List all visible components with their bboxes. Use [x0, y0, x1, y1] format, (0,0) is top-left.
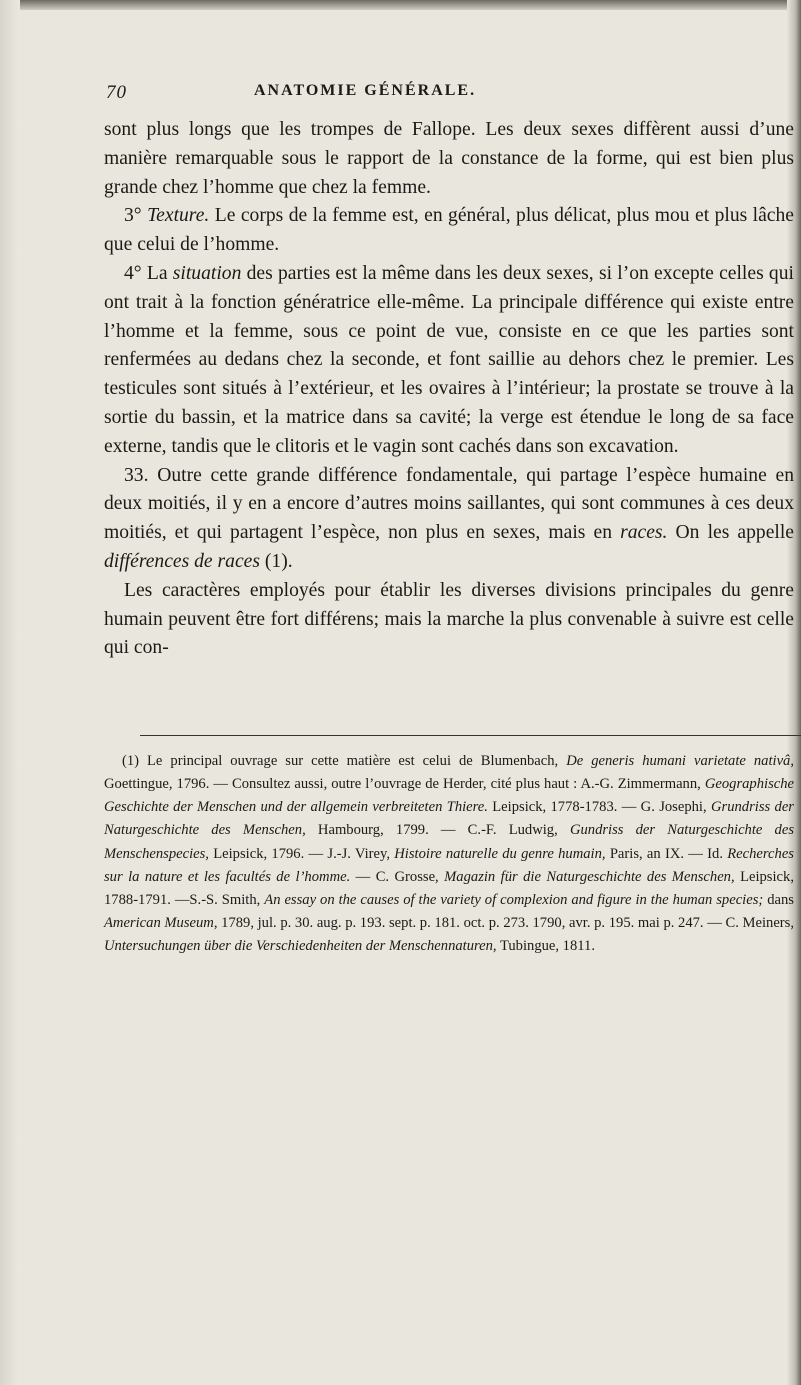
footnote: (1) Le principal ouvrage sur cette matière est celui de Blumenbach, De generis humani varietate nativâ, Goettingue, 1796. — Consultez aussi, outre l’ouvrage de Herder, cité plus haut : A.-G. Zimmermann, Geographische Geschichte der Menschen und der allgemein verbreiteten Thiere. Leipsick, 1778-1783. — G. Josephi, Grundriss der Naturgeschichte des Menschen, Hambourg, 1799. — C.-F. Ludwig, Gundriss der Naturgeschichte des Menschenspecies, Leipsick, 1796. — J.-J. Virey, Histoire naturelle du genre humain, Paris, an IX. — Id. Recherches sur la nature et les facultés de l’homme. — C. Grosse, Magazin für die Naturgeschichte des Menschen, Leipsick, 1788-1791. —S.-S. Smith, An essay on the causes of the variety of complexion and figure in the human species; dans American Museum, 1789, jul. p. 30. aug. p. 193. sept. p. 181. oct. p. 273. 1790, avr. p. 195. mai p. 247. — C. Meiners, Untersuchungen über die Verschiedenheiten der Menschennaturen, Tubingue, 1811. — [104, 753, 795, 954]
page-top-edge — [0, 0, 801, 10]
running-head — [104, 82, 794, 116]
footnote-reference[interactable]: (1). — [264, 550, 293, 572]
footnote-divider — [140, 735, 801, 736]
page-left-edge — [0, 0, 20, 1385]
book-page — [104, 82, 794, 958]
paragraph: sont plus longs que les trompes de Fallope. Les deux sexes diffèrent aussi d’une manière remarquable sous le rapport de la constance de la forme, qui est bien plus grande chez l’homme que chez la femme. — [104, 119, 794, 198]
running-title: ANATOMIE GÉNÉRALE. — [254, 82, 477, 99]
term-differences-de-races: différences de races — [104, 550, 260, 572]
page-number: 70 — [106, 82, 127, 103]
term-texture: Texture. — [147, 205, 210, 227]
paragraph-texture: 3° Texture. Le corps de la femme est, en général, plus délicat, plus mou et plus lâche que celui de l’homme. — [104, 205, 794, 256]
main-text — [104, 116, 794, 663]
paragraph-33: 33. Outre cette grande différence fondamentale, qui partage l’espèce humaine en deux moitiés, il y en a encore d’autres moins saillantes, qui sont communes à ces deux moitiés, et qui partagent l’espèce, non plus en sexes, mais en races. On les appelle différences de races (1). — [104, 464, 794, 572]
paragraph-situation: 4° La situation des parties est la même dans les deux sexes, si l’on excepte celles qui ont trait à la fonction génératrice elle-même. La principale différence qui existe entre l’homme et la femme, sous ce point de vue, consiste en ce que les parties sont renfermées au dedans chez la seconde, et font saillie au dehors chez le premier. Les testicules sont situés à l’extérieur, et les ovaires à l’intérieur; la prostate se trouve à la sortie du bassin, et la matrice dans sa cavité; la verge est étendue le long de sa face externe, tandis que le clitoris et le vagin sont cachés dans son excavation. — [104, 262, 794, 457]
term-situation: situation — [172, 262, 242, 284]
term-races: races. — [620, 522, 668, 544]
paragraph: Les caractères employés pour établir les diverses divisions principales du genre humain peuvent être fort différens; mais la marche la plus convenable à suivre est celle qui con- — [104, 579, 794, 659]
